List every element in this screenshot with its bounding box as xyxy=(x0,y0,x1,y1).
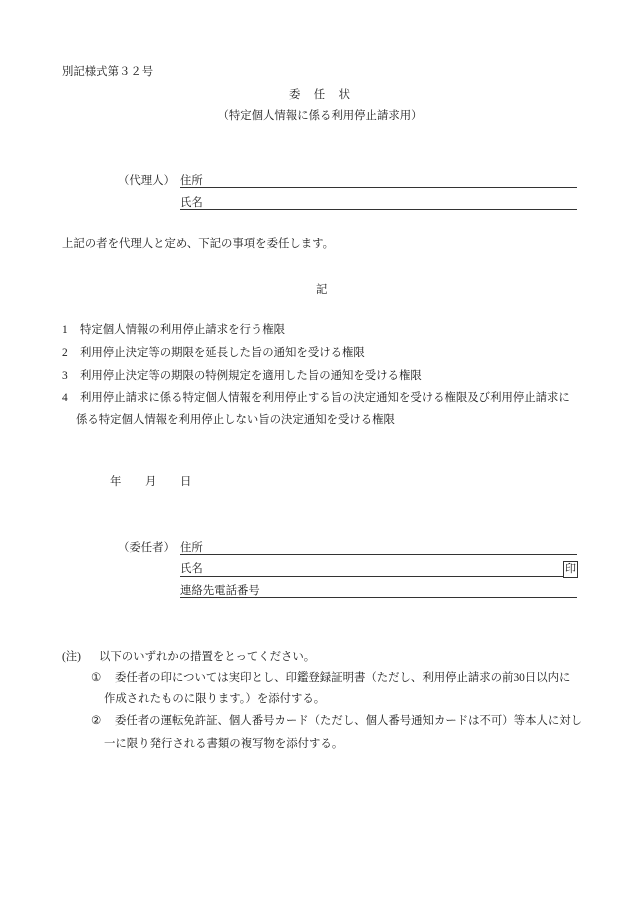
seal-box: 印 xyxy=(563,561,578,578)
principal-address-label: 住所 xyxy=(180,542,203,554)
date-day-label: 日 xyxy=(180,476,192,488)
item-number: 2 xyxy=(62,347,68,359)
note-text-continuation: 一に限り発行される書類の複写物を添付する。 xyxy=(104,738,344,750)
item-text: 利用停止決定等の期限を延長した旨の通知を受ける権限 xyxy=(80,347,365,359)
note-text: 委任者の運転免許証、個人番号カード（ただし、個人番号通知カードは不可）等本人に対し xyxy=(115,715,583,727)
note-text-continuation: 作成されたものに限ります。）を添付する。 xyxy=(104,693,326,705)
principal-phone-line xyxy=(180,597,577,598)
agent-label: （代理人） xyxy=(118,175,175,187)
item-number: 1 xyxy=(62,324,68,336)
delegation-statement: 上記の者を代理人と定め、下記の事項を委任します。 xyxy=(62,238,335,250)
agent-address-label: 住所 xyxy=(180,175,203,187)
document-subtitle: （特定個人情報に係る利用停止請求用） xyxy=(217,110,423,122)
note-text: 委任者の印については実印とし、印鑑登録証明書（ただし、利用停止請求の前30日以内に xyxy=(115,672,571,684)
item-text: 特定個人情報の利用停止請求を行う権限 xyxy=(80,324,286,336)
item-number: 3 xyxy=(62,370,68,382)
agent-address-line xyxy=(180,187,577,188)
agent-name-label: 氏名 xyxy=(180,197,203,209)
ki-heading: 記 xyxy=(316,284,328,296)
item-text-continuation: 係る特定個人情報を利用停止しない旨の決定通知を受ける権限 xyxy=(76,414,395,426)
item-number: 4 xyxy=(62,392,68,404)
principal-phone-label: 連絡先電話番号 xyxy=(180,585,260,597)
notes-label: (注) xyxy=(62,651,81,663)
principal-name-line xyxy=(180,576,563,577)
date-year-label: 年 xyxy=(110,476,122,488)
form-number: 別記様式第３２号 xyxy=(62,66,154,78)
principal-name-label: 氏名 xyxy=(180,563,203,575)
notes-intro: 以下のいずれかの措置をとってください。 xyxy=(99,651,316,663)
principal-label: （委任者） xyxy=(118,542,175,554)
note-marker: ① xyxy=(91,672,102,684)
document-title: 委 任 状 xyxy=(289,89,351,101)
date-month-label: 月 xyxy=(145,476,157,488)
agent-name-line xyxy=(180,209,577,210)
note-marker: ② xyxy=(91,715,102,727)
item-text: 利用停止決定等の期限の特例規定を適用した旨の通知を受ける権限 xyxy=(80,370,422,382)
item-text: 利用停止請求に係る特定個人情報を利用停止する旨の決定通知を受ける権限及び利用停止請求に xyxy=(80,392,570,404)
principal-address-line xyxy=(180,554,577,555)
